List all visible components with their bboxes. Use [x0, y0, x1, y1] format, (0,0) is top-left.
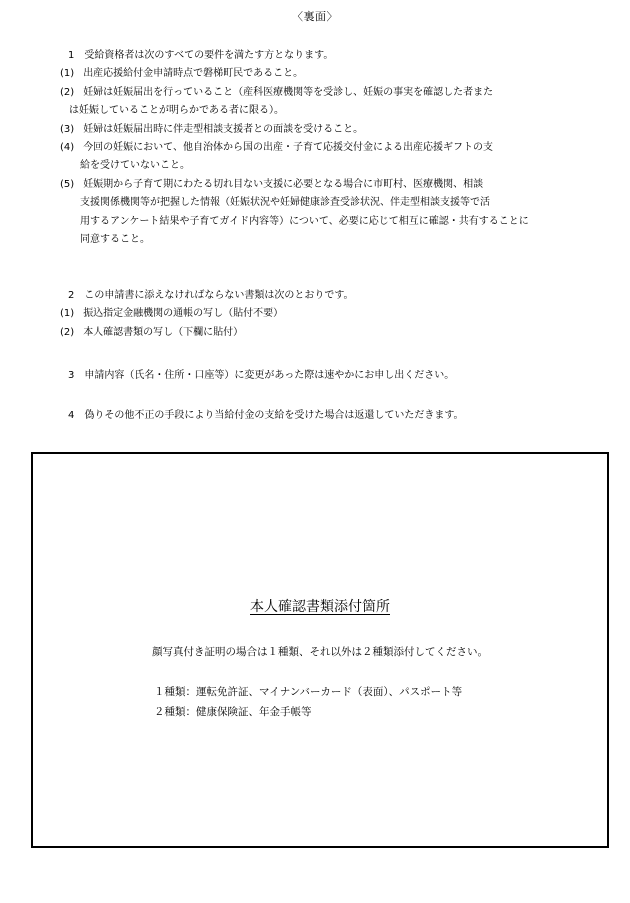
item-text-continued: 給を受けていないこと。 [80, 160, 190, 172]
list-item [60, 176, 568, 250]
item-text: 妊娠期から子育て期にわたる切れ目ない支援に必要となる場合に市町村、医療機関、相談 [83, 178, 484, 190]
item-number: (3) [60, 123, 75, 135]
list-item [60, 305, 568, 323]
attachment-box-title-text: 本人確認書類添付箇所 [250, 599, 390, 615]
item-text: 今回の妊娠において、他自治体から国の出産・子育て応援交付金による出産応援ギフトの支 [83, 142, 493, 154]
item-number: (1) [60, 68, 75, 80]
section-heading: 2 この申請書に添えなければならない書類は次のとおりです。 [68, 290, 354, 301]
item-text: 出産応援給付金申請時点で磐梯町民であること。 [83, 68, 304, 80]
item-text: 振込指定金融機関の通帳の写し（貼付不要） [83, 308, 284, 320]
list-item: ２種類：健康保険証、年金手帳等 [154, 706, 312, 718]
item-text-continued: 支援関係機関等が把握した情報（妊娠状況や妊婦健康診査受診状況、伴走型相談支援等で活 [80, 197, 490, 209]
section-eligibility [60, 47, 568, 249]
page-title: 〈裏面〉 [292, 10, 338, 23]
item-text-continued: 用するアンケート結果や子育てガイド内容等）について、必要に応じて相互に確認・共有することに [80, 215, 529, 227]
item-number: (2) [60, 326, 75, 338]
section-change-notice [68, 367, 568, 385]
document-type-list [154, 682, 462, 722]
item-number: (2) [60, 86, 75, 98]
item-text: 本人確認書類の写し（下欄に貼付） [83, 326, 244, 338]
section-text: 3 申請内容（氏名・住所・口座等）に変更があった際は速やかにお申し出ください。 [68, 370, 455, 381]
section-text: 4 偽りその他不正の手段により当給付金の支給を受けた場合は返還していただきます。 [68, 410, 464, 421]
list-item [60, 121, 568, 139]
id-document-attachment-box [31, 452, 609, 848]
item-number: (1) [60, 308, 75, 320]
list-item [60, 84, 568, 121]
section-required-documents [60, 287, 568, 342]
list-item [60, 65, 568, 83]
list-item: １種類：運転免許証、マイナンバーカード（表面）、パスポート等 [154, 686, 463, 698]
item-number: (4) [60, 142, 75, 154]
item-text: 妊婦は妊娠届出時に伴走型相談支援者との面談を受けること。 [83, 123, 364, 135]
item-text: 妊婦は妊娠届出を行っていること（産科医療機関等を受診し、妊娠の事実を確認した者また [83, 86, 494, 98]
item-text-continued: 同意すること。 [80, 234, 150, 246]
section-fraud-notice [68, 407, 568, 425]
item-number: (5) [60, 178, 75, 190]
attachment-note: 顔写真付き証明の場合は１種類、それ以外は２種類添付してください。 [152, 646, 488, 658]
list-item [60, 139, 568, 176]
list-item [60, 324, 568, 342]
section-heading: 1 受給資格者は次のすべての要件を満たす方となります。 [68, 50, 334, 61]
attachment-box-title [33, 596, 607, 616]
item-text-continued: は妊娠していることが明らかである者に限る）。 [69, 105, 284, 117]
